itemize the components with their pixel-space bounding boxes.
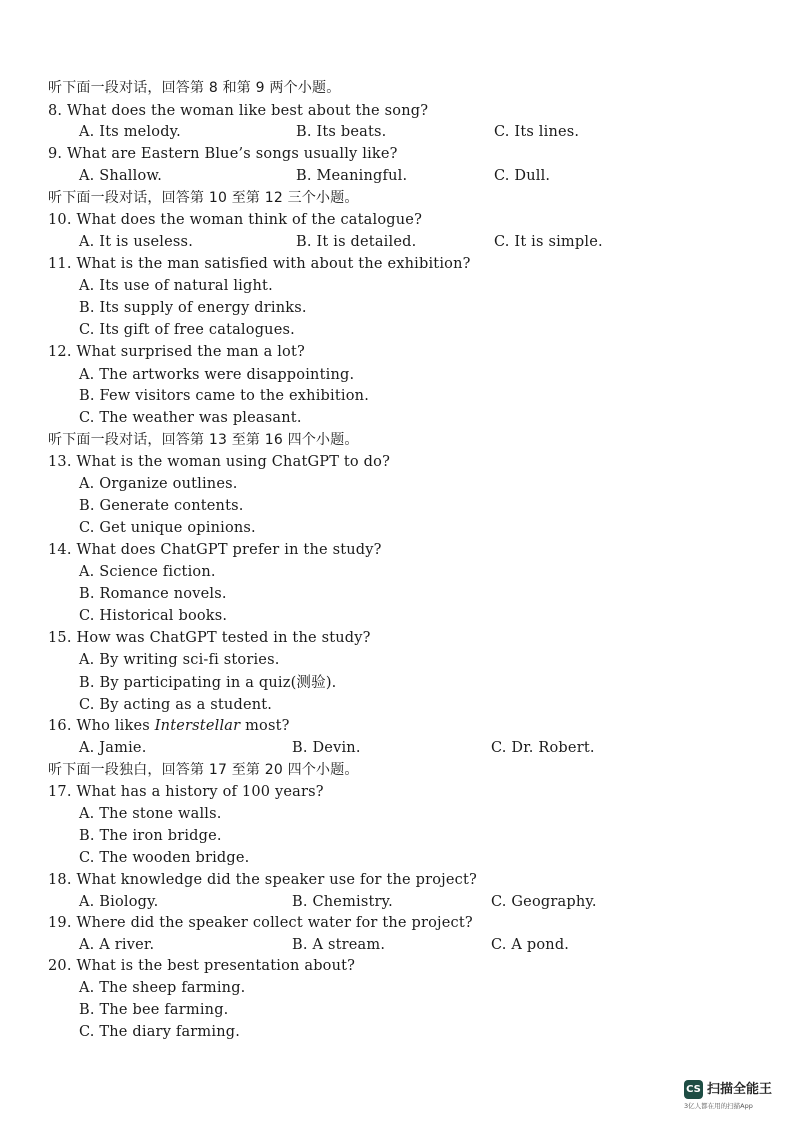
q20-option-a: A. The sheep farming. (79, 980, 246, 996)
q18-option-a: A. Biology. (79, 894, 159, 910)
q20-option-c: C. The diary farming. (79, 1024, 241, 1040)
q11-option-a: A. Its use of natural light. (79, 278, 273, 294)
watermark-tagline: 3亿人都在用的扫描App (684, 1102, 753, 1110)
question-14: 14. What does ChatGPT prefer in the study? (48, 542, 382, 558)
question-18: 18. What knowledge did the speaker use for the project? (48, 872, 477, 888)
question-20: 20. What is the best presentation about? (48, 958, 356, 974)
question-16 (48, 716, 290, 736)
q16-stem-post: most? (240, 718, 290, 734)
question-17: 17. What has a history of 100 years? (48, 784, 324, 800)
section-heading: 听下面一段对话，回答第 8 和第 9 两个小题。 (48, 80, 341, 96)
q10-option-b: B. It is detailed. (296, 234, 417, 250)
q13-option-a: A. Organize outlines. (79, 476, 238, 492)
q14-option-b: B. Romance novels. (79, 586, 227, 602)
q9-option-a: A. Shallow. (79, 168, 163, 184)
q18-option-c: C. Geography. (491, 894, 597, 910)
question-13: 13. What is the woman using ChatGPT to do? (48, 454, 391, 470)
watermark-app-name: 扫描全能王 (707, 1082, 773, 1097)
q14-option-a: A. Science fiction. (79, 564, 216, 580)
question-10: 10. What does the woman think of the catalogue? (48, 212, 423, 228)
q11-option-b: B. Its supply of energy drinks. (79, 300, 307, 316)
q17-option-a: A. The stone walls. (79, 806, 222, 822)
q19-option-b: B. A stream. (292, 937, 386, 953)
q15-option-b: B. By participating in a quiz(测验). (79, 675, 337, 691)
q16-option-c: C. Dr. Robert. (491, 740, 595, 756)
question-12: 12. What surprised the man a lot? (48, 344, 305, 360)
q8-option-b: B. Its beats. (296, 124, 387, 140)
question-8: 8. What does the woman like best about the song? (48, 103, 429, 119)
q9-option-c: C. Dull. (494, 168, 551, 184)
camscanner-watermark (684, 1080, 784, 1114)
q13-option-c: C. Get unique opinions. (79, 520, 256, 536)
q16-option-b: B. Devin. (292, 740, 361, 756)
q15-option-c: C. By acting as a student. (79, 697, 273, 713)
q17-option-c: C. The wooden bridge. (79, 850, 250, 866)
q9-option-b: B. Meaningful. (296, 168, 408, 184)
q19-option-c: C. A pond. (491, 937, 570, 953)
question-11: 11. What is the man satisfied with about the exhibition? (48, 256, 471, 272)
section-heading: 听下面一段独白，回答第 17 至第 20 四个小题。 (48, 762, 359, 778)
q16-option-a: A. Jamie. (79, 740, 147, 756)
q16-stem-pre: 16. Who likes (48, 718, 155, 734)
q20-option-b: B. The bee farming. (79, 1002, 229, 1018)
q13-option-b: B. Generate contents. (79, 498, 244, 514)
q12-option-b: B. Few visitors came to the exhibition. (79, 388, 370, 404)
q10-option-c: C. It is simple. (494, 234, 603, 250)
q18-option-b: B. Chemistry. (292, 894, 393, 910)
q16-stem-title: Interstellar (154, 718, 241, 734)
q17-option-b: B. The iron bridge. (79, 828, 222, 844)
q12-option-c: C. The weather was pleasant. (79, 410, 302, 426)
q8-option-c: C. Its lines. (494, 124, 580, 140)
q14-option-c: C. Historical books. (79, 608, 228, 624)
q8-option-a: A. Its melody. (79, 124, 181, 140)
section-heading: 听下面一段对话，回答第 13 至第 16 四个小题。 (48, 432, 359, 448)
q10-option-a: A. It is useless. (79, 234, 194, 250)
question-9: 9. What are Eastern Blue’s songs usually like? (48, 146, 398, 162)
question-19: 19. Where did the speaker collect water for the project? (48, 915, 473, 931)
camscanner-logo-icon: CS (684, 1080, 703, 1099)
q15-option-a: A. By writing sci-fi stories. (79, 652, 280, 668)
question-15: 15. How was ChatGPT tested in the study? (48, 630, 371, 646)
q19-option-a: A. A river. (79, 937, 155, 953)
section-heading: 听下面一段对话，回答第 10 至第 12 三个小题。 (48, 190, 359, 206)
q12-option-a: A. The artworks were disappointing. (79, 367, 355, 383)
q11-option-c: C. Its gift of free catalogues. (79, 322, 295, 338)
